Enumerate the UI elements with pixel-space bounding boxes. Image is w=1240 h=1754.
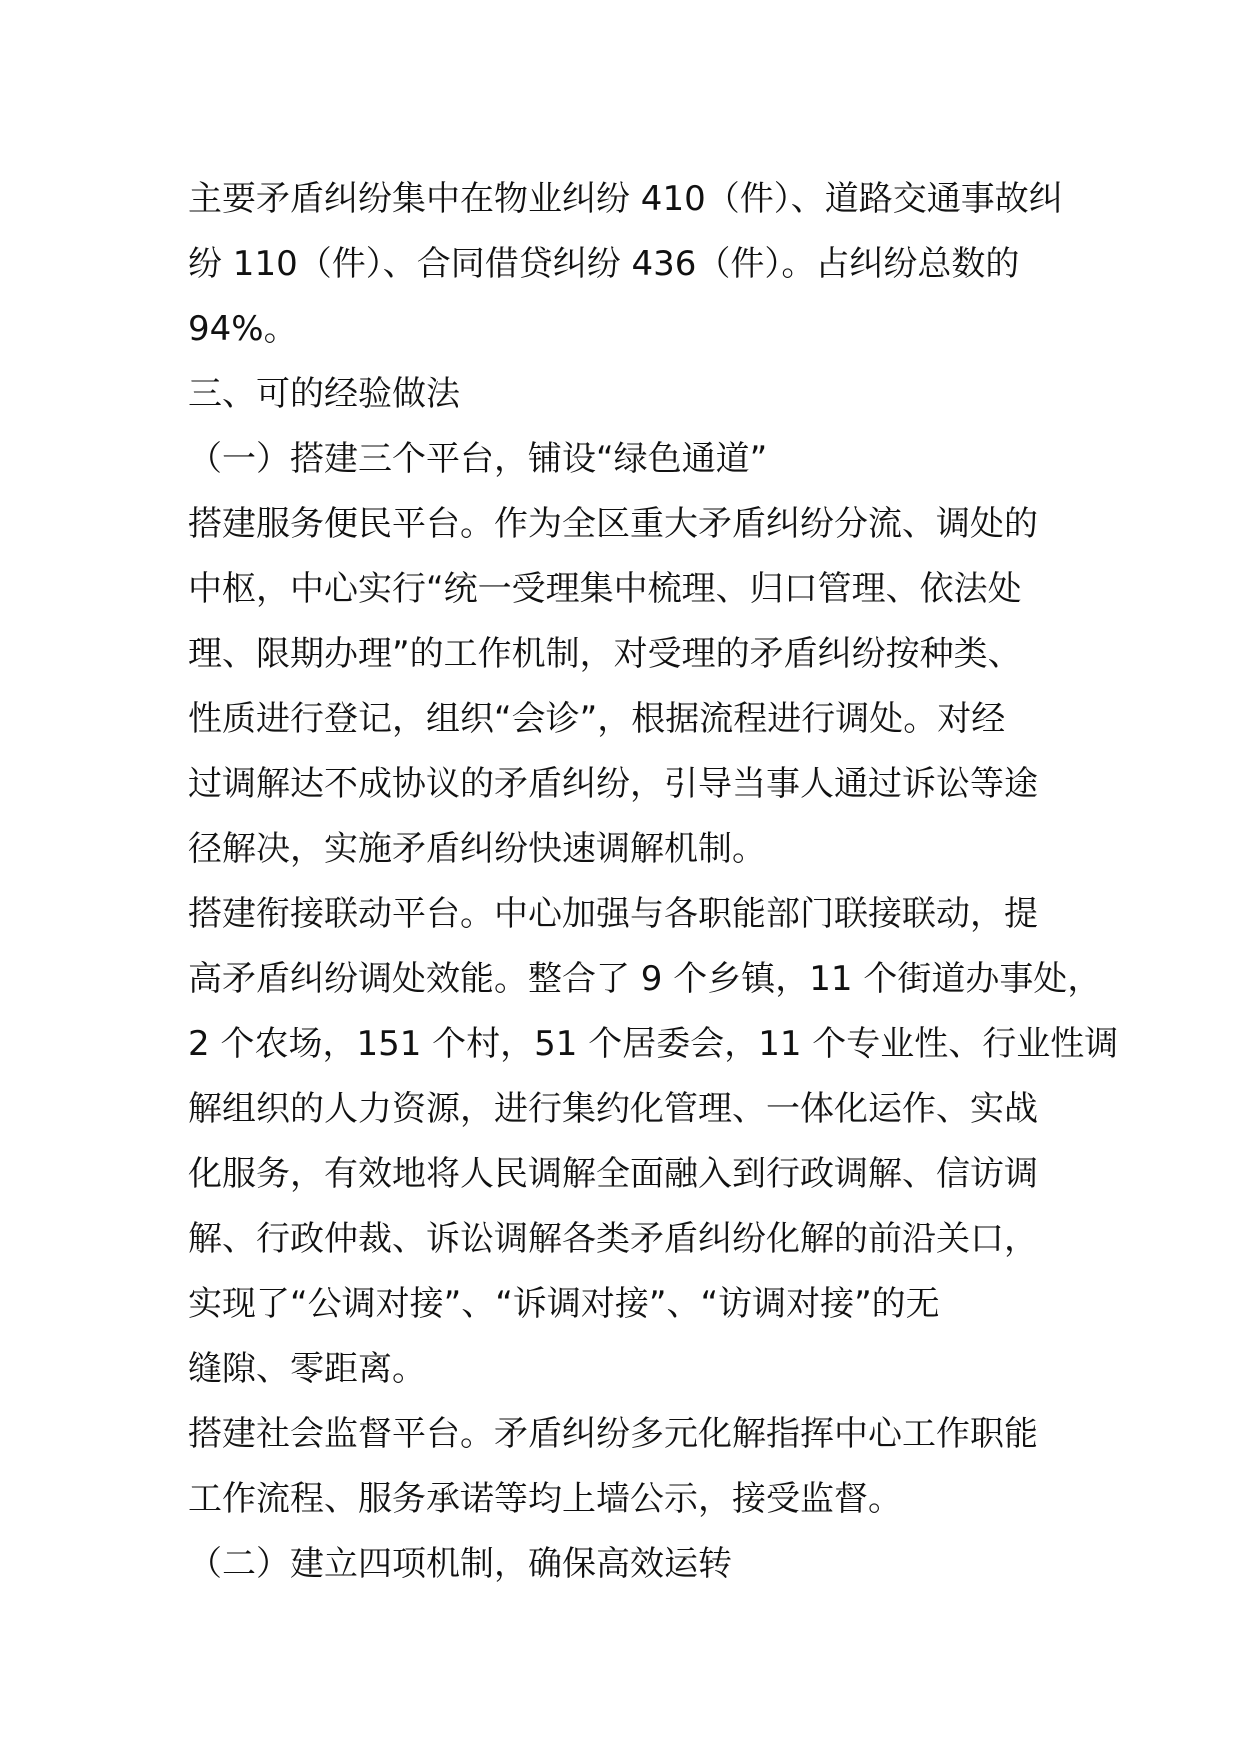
subsection-heading-2: （二）建立四项机制，确保高效运转 (188, 1544, 732, 1584)
text-line-3: 94%。 (188, 309, 298, 349)
text-line-8: 理、限期办理”的工作机制，对受理的矛盾纠纷按种类、 (188, 634, 1022, 674)
text-line-12: 搭建衔接联动平台。中心加强与各职能部门联接联动，提 (188, 894, 1038, 934)
text-line-19: 缝隙、零距离。 (188, 1349, 426, 1389)
text-line-6: 搭建服务便民平台。作为全区重大矛盾纠纷分流、调处的 (188, 504, 1038, 544)
text-line-15: 解组织的人力资源，进行集约化管理、一体化运作、实战 (188, 1089, 1038, 1129)
text-line-17: 解、行政仲裁、诉讼调解各类矛盾纠纷化解的前沿关口， (188, 1219, 1038, 1259)
text-line-1: 主要矛盾纠纷集中在物业纠纷 410（件）、道路交通事故纠 (188, 179, 1063, 219)
text-line-13: 高矛盾纠纷调处效能。整合了 9 个乡镇，11 个街道办事处， (188, 959, 1102, 999)
text-line-9: 性质进行登记，组织“会诊”，根据流程进行调处。对经 (188, 699, 1006, 739)
text-line-2: 纷 110（件）、合同借贷纠纷 436（件）。占纠纷总数的 (188, 244, 1020, 284)
section-heading: 三、可的经验做法 (188, 374, 460, 414)
subsection-heading-1: （一）搭建三个平台，铺设“绿色通道” (188, 439, 768, 479)
text-line-16: 化服务，有效地将人民调解全面融入到行政调解、信访调 (188, 1154, 1038, 1194)
text-line-18: 实现了“公调对接”、“诉调对接”、“访调对接”的无 (188, 1284, 940, 1324)
text-line-10: 过调解达不成协议的矛盾纠纷，引导当事人通过诉讼等途 (188, 764, 1038, 804)
text-line-14: 2 个农场，151 个村，51 个居委会，11 个专业性、行业性调 (188, 1024, 1119, 1064)
document-body (188, 167, 1119, 1597)
text-line-20: 搭建社会监督平台。矛盾纠纷多元化解指挥中心工作职能 (188, 1414, 1038, 1454)
text-line-11: 径解决，实施矛盾纠纷快速调解机制。 (188, 829, 766, 869)
text-line-21: 工作流程、服务承诺等均上墙公示，接受监督。 (188, 1479, 902, 1519)
text-line-7: 中枢，中心实行“统一受理集中梳理、归口管理、依法处 (188, 569, 1022, 609)
